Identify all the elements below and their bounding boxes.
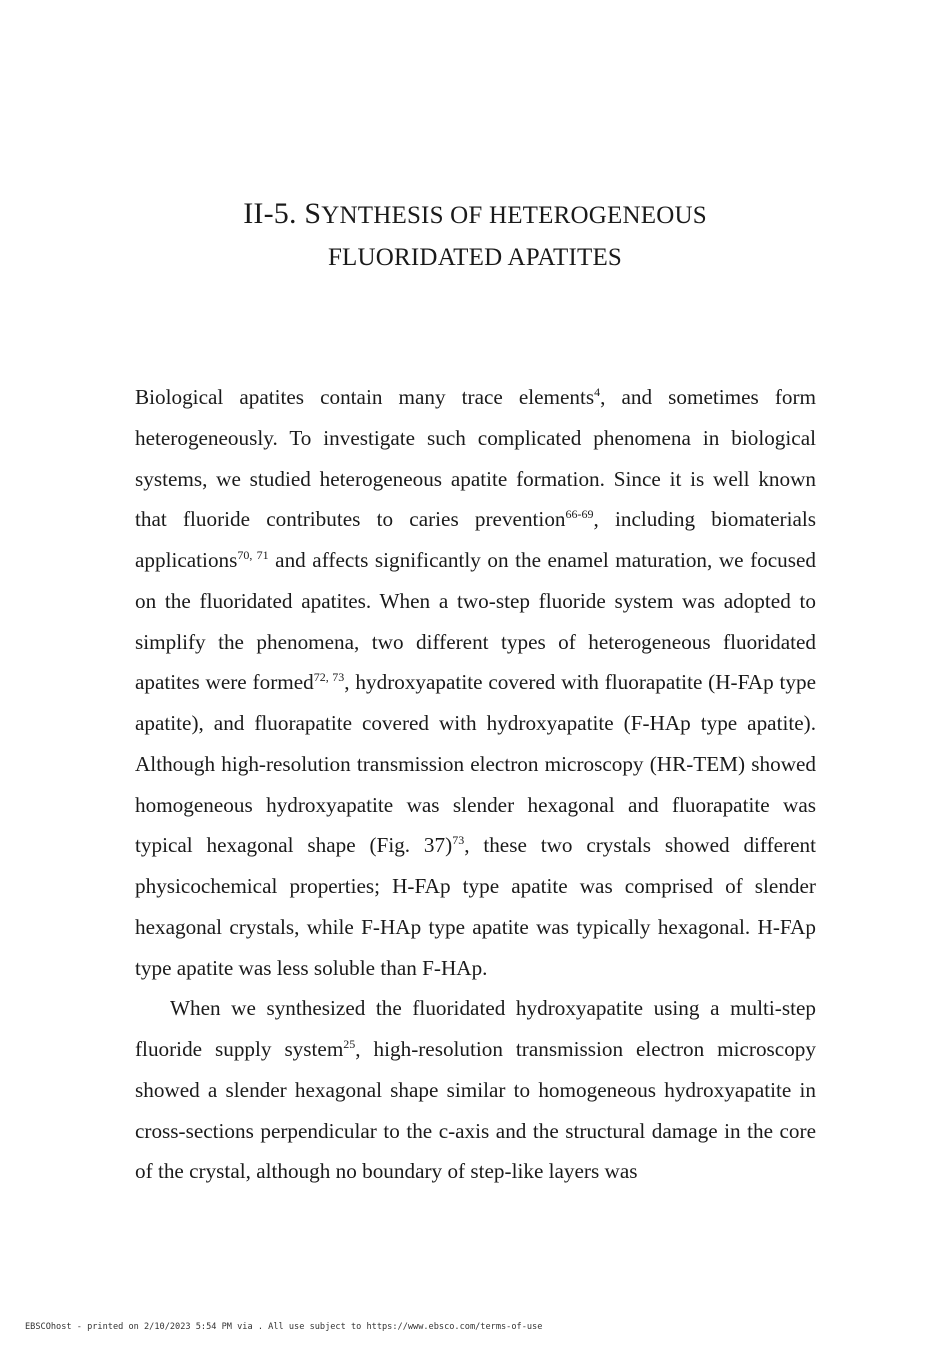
text-run: and affects significantly on the enamel maturation, we focused on the fluoridated apatites. When a two-step fluoride system was adopted to simplify the phenomena, two different types of heterogeneous fluoridated apatites were formed [135, 548, 816, 695]
text-run: Biological apatites contain many trace elements [135, 385, 595, 409]
citation-superscript: 66-69 [565, 507, 594, 522]
text-run: , and sometimes form heterogeneously. To investigate such complicated phenomena in biological systems, we studied heterogeneous apatite formation. Since it is well known that fluoride contributes to caries prevention [135, 385, 816, 532]
citation-superscript: 72, 73 [313, 670, 345, 685]
paragraph-2 [135, 988, 816, 1192]
heading-line-1 [135, 193, 815, 237]
text-run: , high-resolution transmission electron microscopy showed a slender hexagonal shape similar to homogeneous hydroxyapatite in cross-sections perpendicular to the c-axis and the structural damage in the core of the crystal, although no boundary of step-like layers was [135, 1037, 816, 1184]
paragraph-1 [135, 377, 816, 988]
heading-rest: YNTHESIS OF HETEROGENEOUS [321, 202, 707, 229]
section-heading [135, 193, 815, 279]
text-run: , including biomaterials applications [135, 507, 816, 572]
citation-superscript: 70, 71 [237, 548, 269, 562]
heading-line-2: FLUORIDATED APATITES [327, 244, 623, 271]
text-run: , hydroxyapatite covered with fluorapatite (H-FAp type apatite), and fluorapatite covered with hydroxyapatite (F-HAp type apatite). Although high-resolution transmission electron microscopy (HR-TEM) showed homogeneous hydroxyapatite was slender hexagonal and fluorapatite was typical hexagonal shape (Fig. 37) [135, 670, 817, 858]
citation-superscript: 25 [343, 1037, 356, 1051]
text-run: When we synthesized the fluoridated hydroxyapatite using a multi-step fluoride supply system [135, 996, 816, 1061]
heading-prefix: II-5. S [243, 197, 322, 230]
text-run: , these two crystals showed different physicochemical properties; H-FAp type apatite was comprised of slender hexagonal crystals, while F-HAp type apatite was typically hexagonal. H-FAp type apatite was less soluble than F-HAp. [135, 833, 816, 980]
body-text [135, 377, 816, 1192]
print-footer: EBSCOhost - printed on 2/10/2023 5:54 PM via . All use subject to https://www.ebsco.com/terms-of-use [25, 1322, 543, 1332]
citation-superscript: 73 [452, 833, 465, 848]
citation-superscript: 4 [594, 385, 601, 399]
